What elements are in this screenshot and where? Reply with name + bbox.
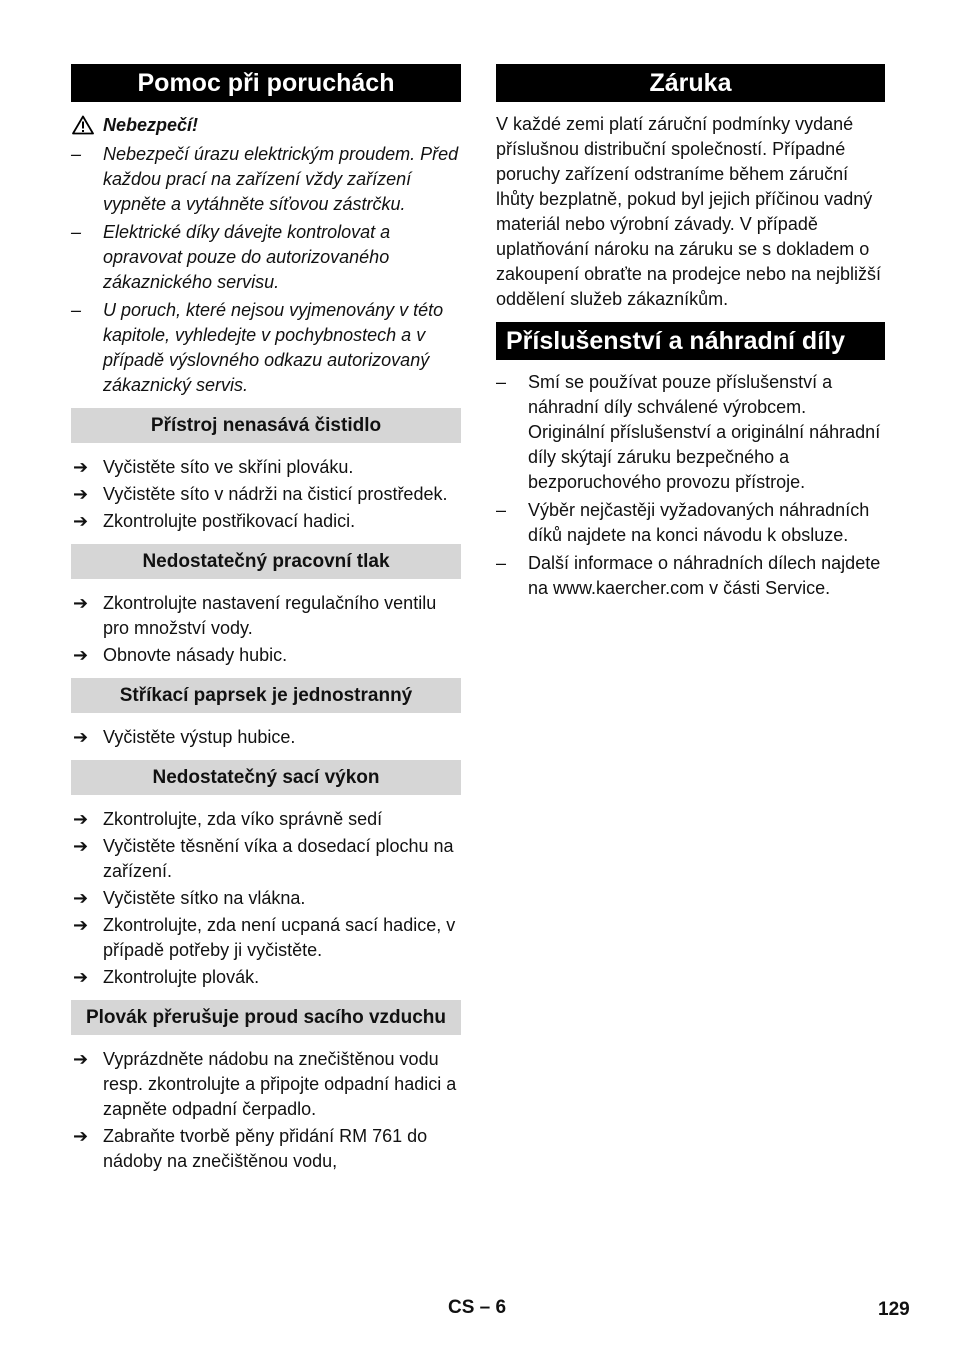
arrow-right-icon: ➔ (73, 645, 89, 665)
list-item: ➔ Vyčistěte těsnění víka a dosedací plochu na zařízení. (73, 836, 454, 881)
arrow-right-icon: ➔ (73, 967, 89, 987)
section-heading: Nedostatečný pracovní tlak (71, 544, 461, 579)
action-list (71, 591, 461, 668)
list-item: ➔ Obnovte násady hubic. (71, 643, 461, 668)
warranty-heading: Záruka (496, 64, 885, 102)
list-item: – Nebezpečí úrazu elektrickým proudem. Před každou prací na zařízení vždy zařízení vypněte a vytáhněte síťovou zástrčku. (71, 144, 459, 214)
right-column (496, 64, 885, 604)
section-heading: Plovák přerušuje proud sacího vzduchu (71, 1000, 461, 1035)
arrow-right-icon: ➔ (73, 915, 89, 935)
dash-bullet: – (71, 144, 82, 164)
list-item: ➔ Zkontrolujte, zda víko správně sedí (71, 807, 461, 832)
section-heading: Přístroj nenasává čistidlo (71, 408, 461, 443)
list-item: – Výběr nejčastěji vyžadovaných náhradních díků najdete na konci návodu k obsluze. (496, 500, 870, 545)
arrow-right-icon: ➔ (73, 511, 89, 531)
accessories-heading: Příslušenství a náhradní díly (496, 322, 885, 360)
danger-label: Nebezpečí! (103, 115, 199, 135)
arrow-right-icon: ➔ (73, 593, 89, 613)
list-item: ➔ Zabraňte tvorbě pěny přidání RM 761 do nádoby na znečištěnou vodu, (73, 1126, 428, 1171)
action-list (71, 807, 461, 990)
danger-notice (71, 113, 461, 138)
list-item: ➔ Vyčistěte síto ve skříni plováku. (71, 455, 461, 480)
action-list (71, 725, 461, 750)
section-heading: Nedostatečný sací výkon (71, 760, 461, 795)
language-page-marker: CS – 6 (448, 1297, 507, 1318)
list-item: ➔ Vyčistěte výstup hubice. (71, 725, 461, 750)
action-list (71, 455, 461, 534)
arrow-right-icon: ➔ (73, 484, 89, 504)
action-list (71, 1047, 461, 1174)
dash-bullet: – (496, 500, 507, 520)
list-item: ➔ Vyčistěte síto v nádrži na čisticí prostředek. (71, 482, 461, 507)
warning-triangle-icon (72, 115, 94, 135)
arrow-right-icon: ➔ (73, 836, 89, 856)
dash-bullet: – (496, 553, 507, 573)
list-item: ➔ Vyčistěte sítko na vlákna. (71, 886, 461, 911)
warranty-text: V každé zemi platí záruční podmínky vydané příslušnou distribuční společností. Případné poruchy zařízení odstraníme během záruční lhůty bezplatně, pokud byl jejich příčinou vadný materiál nebo výrobní závady. V případě uplatňování nároku na záruku se s dokladem o zakoupení obraťte na prodejce nebo na nejbližší oddělení služeb zákazníkům. (496, 114, 882, 309)
left-column (71, 64, 461, 1176)
troubleshooting-heading: Pomoc při poruchách (71, 64, 461, 102)
dash-bullet: – (496, 372, 507, 392)
dash-bullet: – (71, 222, 82, 242)
arrow-right-icon: ➔ (73, 1126, 89, 1146)
list-item: ➔ Zkontrolujte nastavení regulačního ventilu pro množství vody. (73, 593, 437, 638)
dash-bullet: – (71, 300, 82, 320)
section-heading: Stříkací paprsek je jednostranný (71, 678, 461, 713)
list-item: – Smí se používat pouze příslušenství a náhradní díly schválené výrobcem. Originální příslušenství a originální náhradní díly skýtají záruku bezpečného a bezporuchového provozu přístroje. (496, 372, 881, 492)
list-item: ➔ Zkontrolujte, zda není ucpaná sací hadice, v případě potřeby ji vyčistěte. (73, 915, 456, 960)
list-item: – Elektrické díky dávejte kontrolovat a opravovat pouze do autorizovaného zákaznického servisu. (71, 222, 391, 292)
arrow-right-icon: ➔ (73, 727, 89, 747)
danger-list (71, 142, 461, 398)
list-item: ➔ Zkontrolujte plovák. (71, 965, 461, 990)
arrow-right-icon: ➔ (73, 809, 89, 829)
page-number: 129 (878, 1299, 910, 1320)
arrow-right-icon: ➔ (73, 457, 89, 477)
list-item: – Další informace o náhradních dílech najdete na www.kaercher.com v části Service. (496, 553, 881, 598)
arrow-right-icon: ➔ (73, 1049, 89, 1069)
list-item: ➔ Zkontrolujte postřikovací hadici. (71, 509, 461, 534)
arrow-right-icon: ➔ (73, 888, 89, 908)
list-item: ➔ Vyprázdněte nádobu na znečištěnou vodu resp. zkontrolujte a připojte odpadní hadici a zapněte odpadní čerpadlo. (73, 1049, 457, 1119)
accessories-list (496, 370, 885, 601)
list-item: – U poruch, které nejsou vyjmenovány v této kapitole, vyhledejte v pochybnostech a v případě výslovného odkazu autorizovaný zákaznický servis. (71, 300, 444, 395)
